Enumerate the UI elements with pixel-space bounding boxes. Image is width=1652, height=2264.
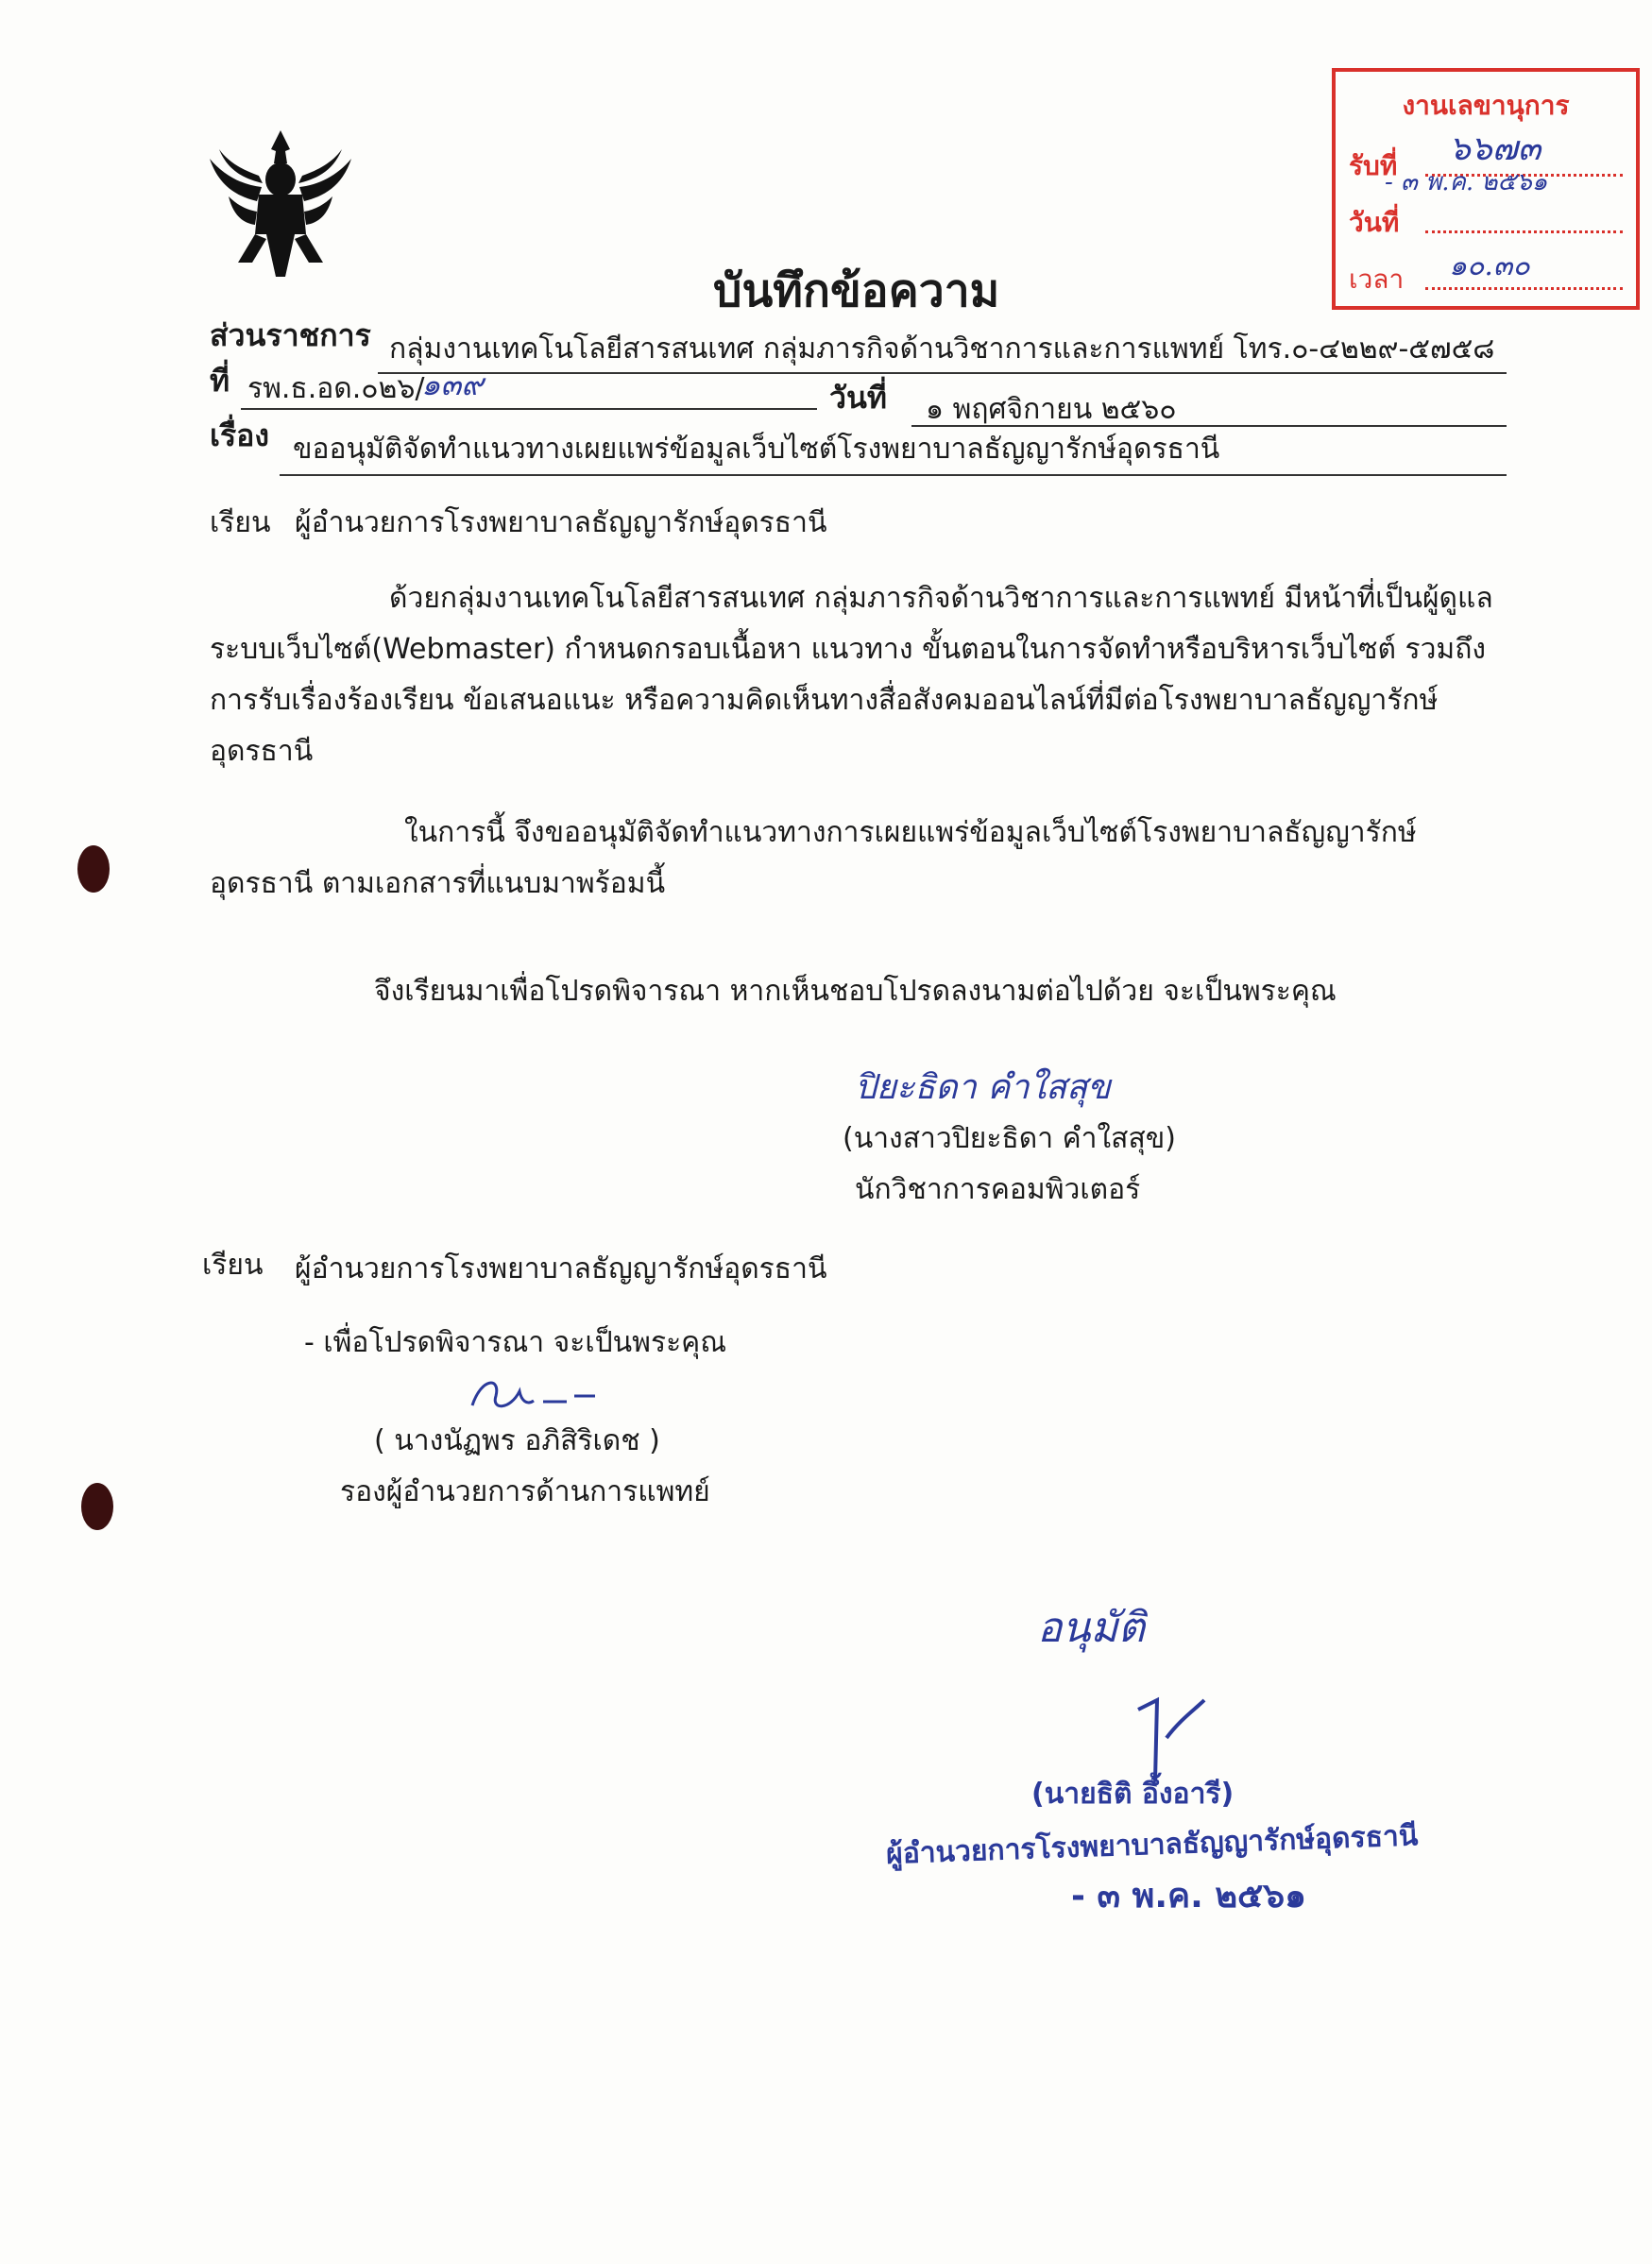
signer1-position: นักวิชาการคอมพิวเตอร์: [855, 1173, 1141, 1206]
salutation-value: ผู้อำนวยการโรงพยาบาลธัญญารักษ์อุดรธานี: [295, 506, 827, 539]
date-value: ๑ พฤศจิกายน ๒๕๖๐: [926, 393, 1177, 426]
stamp-time-label: เวลา: [1349, 264, 1405, 295]
agency-label: ส่วนราชการ: [210, 317, 371, 353]
endorse-name: ( นางนัฏพร อภิสิริเดช ): [374, 1424, 660, 1457]
ref-number: ๑๓๙: [421, 366, 484, 402]
stamp-title: งานเลขานุการ: [1402, 90, 1570, 121]
signer1-signature: ปิยะธิดา คำใสสุข: [855, 1068, 1111, 1107]
punch-hole-bottom: [81, 1483, 113, 1530]
agency-value: กลุ่มงานเทคโนโลยีสารสนเทศ กลุ่มภารกิจด้านวิชาการและการแพทย์ โทร.๐-๔๒๒๙-๕๗๕๘: [389, 332, 1495, 366]
stamp-date-label: วันที่: [1349, 207, 1400, 238]
endorse-position: รองผู้อำนวยการด้านการแพทย์: [340, 1475, 710, 1508]
date-label: วันที่: [829, 380, 887, 416]
approval-position: ผู้อำนวยการโรงพยาบาลธัญญารักษ์อุดรธานี: [885, 1819, 1419, 1871]
endorse-salutation-label: เรียน: [202, 1249, 264, 1282]
approval-date: - ๓ พ.ค. ๒๕๖๑: [1071, 1877, 1306, 1915]
stamp-time-value: ๑๐.๓๐: [1449, 249, 1530, 282]
para1-line1: ด้วยกลุ่มงานเทคโนโลยีสารสนเทศ กลุ่มภารกิจด้านวิชาการและการแพทย์ มีหน้าที่เป็นผู้ดูแล: [389, 582, 1493, 615]
approval-name: (นายธิติ อึ้งอารี): [1031, 1778, 1235, 1811]
para1-line4: อุดรธานี: [210, 735, 314, 768]
director-signature-icon: [1129, 1681, 1214, 1785]
stamp-receive-value: ๖๖๗๓: [1449, 129, 1541, 168]
endorse-note: - เพื่อโปรดพิจารณา จะเป็นพระคุณ: [304, 1326, 727, 1359]
para2-line2: อุดรธานี ตามเอกสารที่แนบมาพร้อมนี้: [210, 867, 666, 900]
ref-underline: [241, 408, 817, 410]
endorse-signature-icon: [463, 1368, 605, 1424]
signer1-name: (นางสาวปิยะธิดา คำใสสุข): [843, 1122, 1177, 1155]
subject-underline: [280, 474, 1507, 476]
subject-value: ขออนุมัติจัดทำแนวทางเผยแพร่ข้อมูลเว็บไซต์โรงพยาบาลธัญญารักษ์อุดรธานี: [293, 433, 1220, 466]
salutation-label: เรียน: [210, 506, 271, 539]
stamp-date-line: [1425, 230, 1623, 233]
approval-text: อนุมัติ: [1037, 1604, 1146, 1652]
stamp-receive-date: - ๓ พ.ค. ๒๕๖๑: [1385, 168, 1548, 196]
punch-hole-top: [77, 845, 110, 893]
received-stamp: [1332, 68, 1640, 310]
garuda-emblem-icon: [200, 121, 361, 281]
closing-text: จึงเรียนมาเพื่อโปรดพิจารณา หากเห็นชอบโปรดลงนามต่อไปด้วย จะเป็นพระคุณ: [374, 975, 1337, 1008]
ref-value: รพ.ธ.อด.๐๒๖/: [247, 372, 425, 405]
endorse-salutation-value: ผู้อำนวยการโรงพยาบาลธัญญารักษ์อุดรธานี: [295, 1252, 827, 1285]
para1-line3: การรับเรื่องร้องเรียน ข้อเสนอแนะ หรือความคิดเห็นทางสื่อสังคมออนไลน์ที่มีต่อโรงพยาบาลธัญญารักษ์: [210, 684, 1439, 717]
para1-line2: ระบบเว็บไซต์(Webmaster) กำหนดกรอบเนื้อหา แนวทาง ขั้นตอนในการจัดทำหรือบริหารเว็บไซต์ รวมถึง: [210, 633, 1487, 666]
subject-label: เรื่อง: [210, 417, 269, 453]
memo-title: บันทึกข้อความ: [713, 264, 1000, 317]
agency-underline: [378, 372, 1507, 374]
para2-line1: ในการนี้ จึงขออนุมัติจัดทำแนวทางการเผยแพร่ข้อมูลเว็บไซต์โรงพยาบาลธัญญารักษ์: [404, 816, 1417, 849]
ref-label: ที่: [210, 363, 230, 399]
stamp-receive-label: รับที่: [1349, 150, 1398, 181]
